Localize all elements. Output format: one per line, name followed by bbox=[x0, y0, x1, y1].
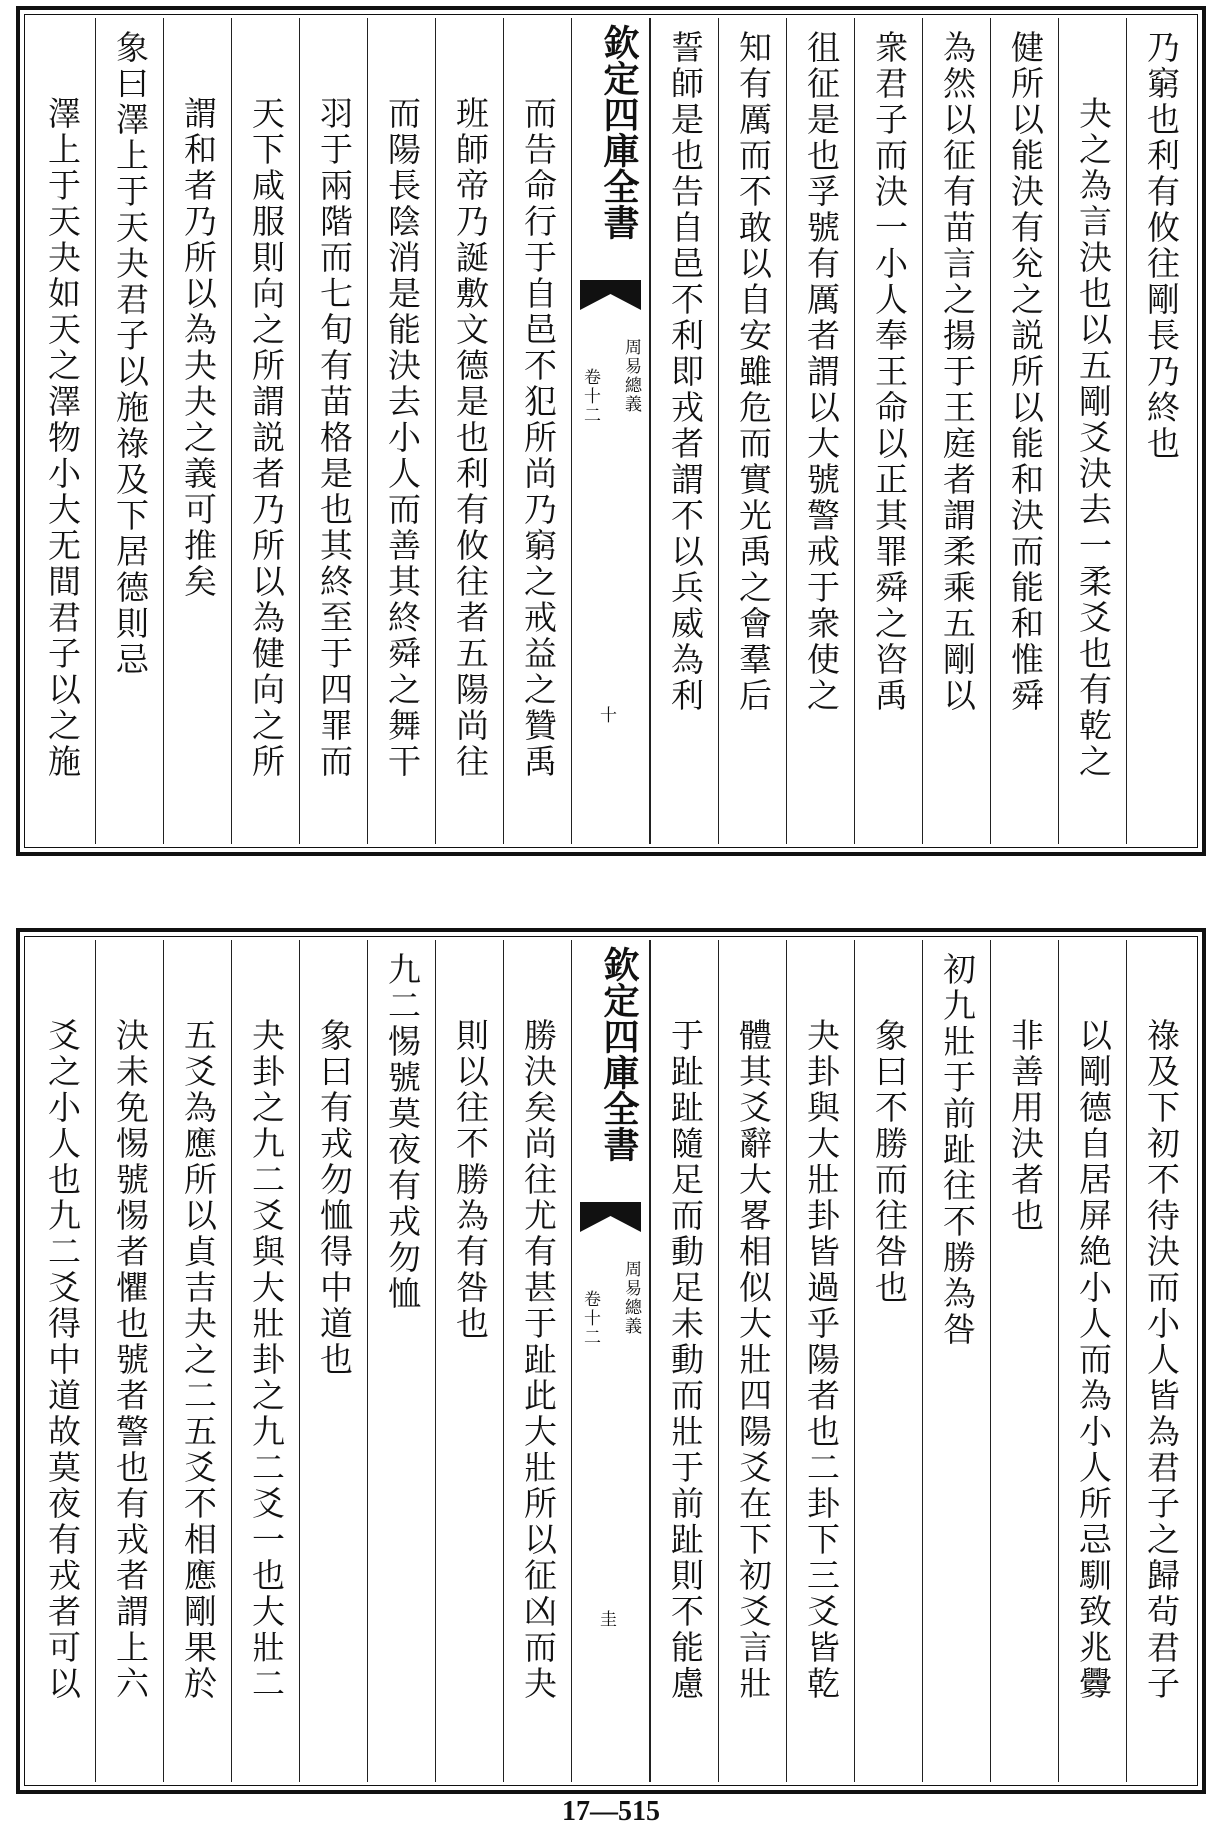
text-column: 于趾趾隨足而動足未動而壯于前趾則不能慮 bbox=[650, 940, 718, 1782]
text-column: 誓師是也告自邑不利即戎者謂不以兵威為利 bbox=[650, 18, 718, 844]
center-margin bbox=[571, 18, 650, 844]
footer-page-number: 17—515 bbox=[562, 1796, 660, 1827]
text-column: 健所以能決有兊之説所以能和決而能和惟舜 bbox=[990, 18, 1058, 844]
volume-number: 卷十二 bbox=[579, 368, 600, 425]
text-column: 則以往不勝為有咎也 bbox=[435, 940, 503, 1782]
text-column: 班師帝乃誕敷文德是也利有攸往者五陽尚往 bbox=[435, 18, 503, 844]
text-column: 夬之為言決也以五剛爻決去一柔爻也有乾之 bbox=[1058, 18, 1126, 844]
text-column: 羽于兩階而七旬有苗格是也其終至于四罪而 bbox=[299, 18, 367, 844]
text-column: 澤上于天夬如天之澤物小大无間君子以之施 bbox=[42, 96, 82, 780]
text-column: 象曰澤上于天夬君子以施祿及下居德則忌 bbox=[95, 18, 163, 844]
text-column: 以剛德自居屏絶小人而為小人所忌馴致兆釁 bbox=[1058, 940, 1126, 1782]
fishtail-ornament bbox=[580, 280, 641, 316]
text-column: 為然以征有苗言之揚于王庭者謂柔乘五剛以 bbox=[922, 18, 990, 844]
text-column: 謂和者乃所以為夬夬之義可推矣 bbox=[163, 18, 231, 844]
center-margin bbox=[571, 940, 650, 1782]
text-column: 而告命行于自邑不犯所尚乃窮之戒益之贊禹 bbox=[503, 18, 571, 844]
text-column: 徂征是也孚號有厲者謂以大號警戒于衆使之 bbox=[786, 18, 854, 844]
text-column: 非善用決者也 bbox=[990, 940, 1058, 1782]
text-column: 五爻為應所以貞吉夬之二五爻不相應剛果於 bbox=[163, 940, 231, 1782]
text-column: 乃窮也利有攸往剛長乃終也 bbox=[1126, 18, 1194, 844]
volume-number: 卷十二 bbox=[579, 1290, 600, 1347]
text-column: 衆君子而決一小人奉王命以正其罪舜之咨禹 bbox=[854, 18, 922, 844]
top-page bbox=[16, 6, 1206, 856]
text-column: 夬卦之九二爻與大壯卦之九二爻一也大壯二 bbox=[231, 940, 299, 1782]
text-column: 天下咸服則向之所謂説者乃所以為健向之所 bbox=[231, 18, 299, 844]
text-column: 初九壯于前趾往不勝為咎 bbox=[922, 940, 990, 1782]
book-title: 周易總義 bbox=[621, 338, 641, 414]
page-number: 圭 bbox=[595, 1610, 616, 1627]
text-column: 象曰有戎勿恤得中道也 bbox=[299, 940, 367, 1782]
text-column: 爻之小人也九二爻得中道故莫夜有戎者可以 bbox=[42, 1018, 82, 1702]
text-column: 祿及下初不待決而小人皆為君子之歸茍君子 bbox=[1126, 940, 1194, 1782]
library-title: 欽定四庫全書 bbox=[598, 946, 640, 1162]
top-page-columns bbox=[28, 18, 1194, 844]
text-column: 九二惕號莫夜有戎勿恤 bbox=[367, 940, 435, 1782]
fishtail-ornament bbox=[580, 1202, 641, 1238]
page-number: 十 bbox=[595, 706, 616, 723]
text-column: 夬卦與大壯卦皆過乎陽者也二卦下三爻皆乾 bbox=[786, 940, 854, 1782]
book-title: 周易總義 bbox=[621, 1260, 641, 1336]
library-title: 欽定四庫全書 bbox=[598, 24, 640, 240]
text-column: 決未免惕號惕者懼也號者警也有戎者謂上六 bbox=[95, 940, 163, 1782]
text-column: 而陽長陰消是能決去小人而善其終舜之舞干 bbox=[367, 18, 435, 844]
bottom-page-columns bbox=[28, 940, 1194, 1782]
text-column: 象曰不勝而往咎也 bbox=[854, 940, 922, 1782]
bottom-page bbox=[16, 928, 1206, 1794]
text-column: 知有厲而不敢以自安雖危而實光禹之會羣后 bbox=[718, 18, 786, 844]
text-column: 勝決矣尚往尤有甚于趾此大壯所以征凶而夬 bbox=[503, 940, 571, 1782]
text-column: 體其爻辭大畧相似大壯四陽爻在下初爻言壯 bbox=[718, 940, 786, 1782]
